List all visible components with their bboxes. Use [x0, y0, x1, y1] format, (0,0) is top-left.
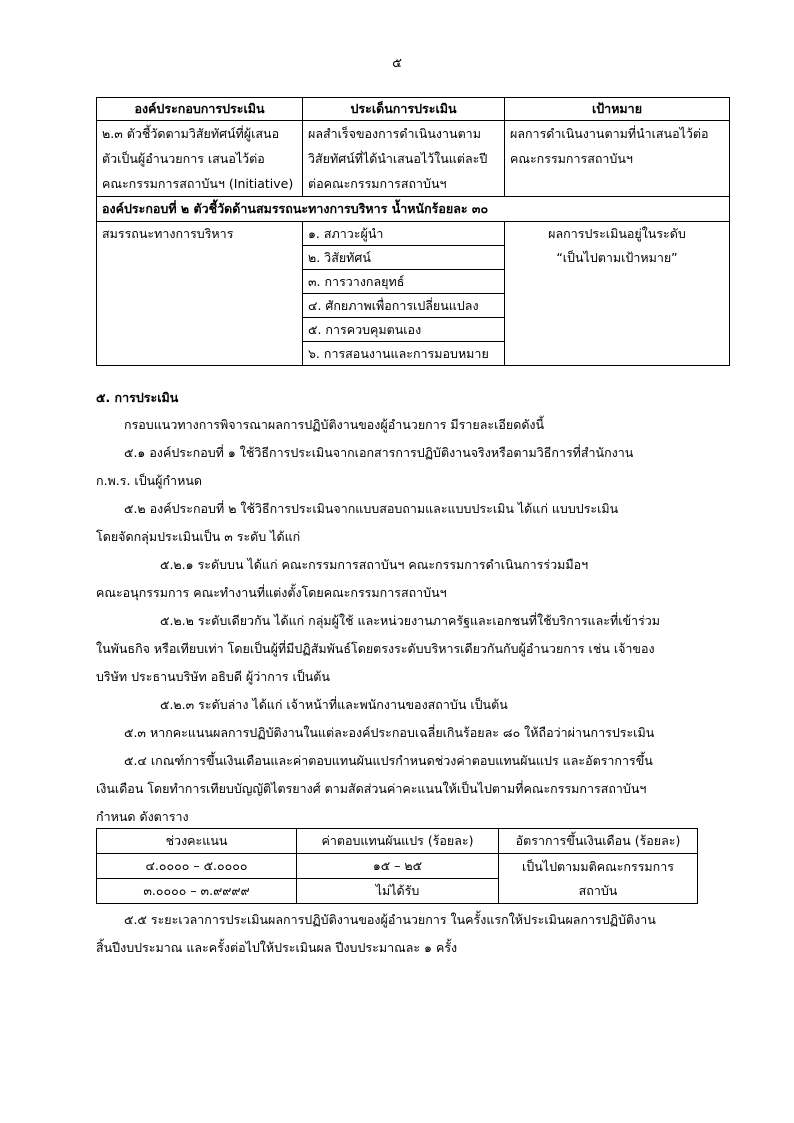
- header-salary-rate: อัตราการขึ้นเงินเดือน (ร้อยละ): [499, 829, 698, 854]
- paragraph-line: ๕.๑ องค์ประกอบที่ ๑ ใช้วิธีการประเมินจากเอกสารการปฏิบัติงานจริงหรือตามวิธีการที่สำนักงาน: [124, 445, 634, 460]
- competency-item: ๖. การสอนงานและการมอบหมาย: [303, 342, 505, 366]
- paragraph-line: กำหนด ดังตาราง: [96, 809, 189, 824]
- row2-component: สมรรถนะทางการบริหาร: [97, 222, 303, 366]
- salary-rate: เป็นไปตามมติคณะกรรมการ สถาบัน: [499, 854, 698, 904]
- row1-target: ผลการดำเนินงานตามที่นำเสนอไว้ต่อ คณะกรรมการสถาบันฯ: [505, 121, 730, 197]
- paragraph-line: กรอบแนวทางการพิจารณาผลการปฏิบัติงานของผู้อำนวยการ มีรายละเอียดดังนี้: [124, 417, 545, 432]
- header-issue: ประเด็นการประเมิน: [303, 98, 505, 121]
- paragraph-line: คณะอนุกรรมการ คณะทำงานที่แต่งตั้งโดยคณะกรรมการสถาบันฯ: [96, 585, 447, 600]
- paragraph-line: ในพันธกิจ หรือเทียบเท่า โดยเป็นผู้ที่มีปฏิสัมพันธ์โดยตรงระดับบริหารเดียวกันกับผู้อำนวยการ เช่น เจ้าของ: [96, 641, 655, 656]
- paragraph-line: ๕.๒.๑ ระดับบน ได้แก่ คณะกรรมการสถาบันฯ คณะกรรมการดำเนินการร่วมมือฯ: [160, 557, 589, 572]
- header-component: องค์ประกอบการประเมิน: [97, 98, 303, 121]
- score-range: ๔.๐๐๐๐ – ๕.๐๐๐๐: [97, 854, 297, 879]
- paragraph-line: ๕.๒ องค์ประกอบที่ ๒ ใช้วิธีการประเมินจากแบบสอบถามและแบบประเมิน ได้แก่ แบบประเมิน: [124, 501, 619, 516]
- header-target: เป้าหมาย: [505, 98, 730, 121]
- competency-item: ๕. การควบคุมตนเอง: [303, 318, 505, 342]
- header-variable-pay: ค่าตอบแทนผันแปร (ร้อยละ): [297, 829, 499, 854]
- table-row: [97, 121, 730, 197]
- paragraph-line: ๕.๕ ระยะเวลาการประเมินผลการปฏิบัติงานของผู้อำนวยการ ในครั้งแรกให้ประเมินผลการปฏิบัติงาน: [124, 912, 656, 927]
- paragraph-line: ๕.๒.๓ ระดับล่าง ได้แก่ เจ้าหน้าที่และพนักงานของสถาบัน เป็นต้น: [160, 697, 508, 712]
- row2-target: ผลการประเมินอยู่ในระดับ “เป็นไปตามเป้าหมาย”: [505, 222, 730, 366]
- row1-issue: ผลสำเร็จของการดำเนินงานตาม วิสัยทัศน์ที่ได้นำเสนอไว้ในแต่ละปี ต่อคณะกรรมการสถาบันฯ: [303, 121, 505, 197]
- paragraph-line: ๕.๓ หากคะแนนผลการปฏิบัติงานในแต่ละองค์ประกอบเฉลี่ยเกินร้อยละ ๘๐ ให้ถือว่าผ่านการประเมิน: [124, 725, 655, 740]
- page-number: ๕: [392, 56, 402, 71]
- paragraph-line: สิ้นปีงบประมาณ และครั้งต่อไปให้ประเมินผล ปีงบประมาณละ ๑ ครั้ง: [96, 940, 458, 955]
- evaluation-table: [96, 97, 730, 366]
- row1-component: ๒.๓ ตัวชี้วัดตามวิสัยทัศน์ที่ผู้เสนอ ตัวเป็นผู้อำนวยการ เสนอไว้ต่อ คณะกรรมการสถาบันฯ (Initiative): [97, 121, 303, 197]
- competency-item: ๑. สภาวะผู้นำ: [303, 222, 505, 246]
- paragraph-line: ๕.๔ เกณฑ์การขึ้นเงินเดือนและค่าตอบแทนผันแปรกำหนดช่วงค่าตอบแทนผันแปร และอัตราการขึ้น: [124, 753, 653, 768]
- paragraph-line: โดยจัดกลุ่มประเมินเป็น ๓ ระดับ ได้แก่: [96, 529, 301, 544]
- paragraph-line: บริษัท ประธานบริษัท อธิบดี ผู้ว่าการ เป็นต้น: [96, 669, 330, 684]
- competency-item: ๔. ศักยภาพเพื่อการเปลี่ยนแปลง: [303, 294, 505, 318]
- paragraph-line: เงินเดือน โดยทำการเทียบบัญญัติไตรยางศ์ ตามสัดส่วนค่าคะแนนให้เป็นไปตามที่คณะกรรมการสถาบันฯ: [96, 781, 647, 796]
- paragraph-line: ก.พ.ร. เป็นผู้กำหนด: [96, 473, 202, 488]
- table-row: [97, 854, 698, 879]
- variable-pay: ไม่ได้รับ: [297, 879, 499, 904]
- paragraph-line: ๕.๒.๒ ระดับเดียวกัน ได้แก่ กลุ่มผู้ใช้ และหน่วยงานภาครัฐและเอกชนที่ใช้บริการและที่เข้าร่วม: [160, 613, 661, 628]
- score-table: [96, 828, 698, 904]
- header-score-range: ช่วงคะแนน: [97, 829, 297, 854]
- variable-pay: ๑๕ – ๒๕: [297, 854, 499, 879]
- competency-item: ๓. การวางกลยุทธ์: [303, 270, 505, 294]
- score-range: ๓.๐๐๐๐ – ๓.๙๙๙๙: [97, 879, 297, 904]
- section-heading: ๕. การประเมิน: [96, 390, 179, 405]
- competency-item: ๒. วิสัยทัศน์: [303, 246, 505, 270]
- component2-title: องค์ประกอบที่ ๒ ตัวชี้วัดด้านสมรรถนะทางการบริหาร น้ำหนักร้อยละ ๓๐: [97, 197, 730, 222]
